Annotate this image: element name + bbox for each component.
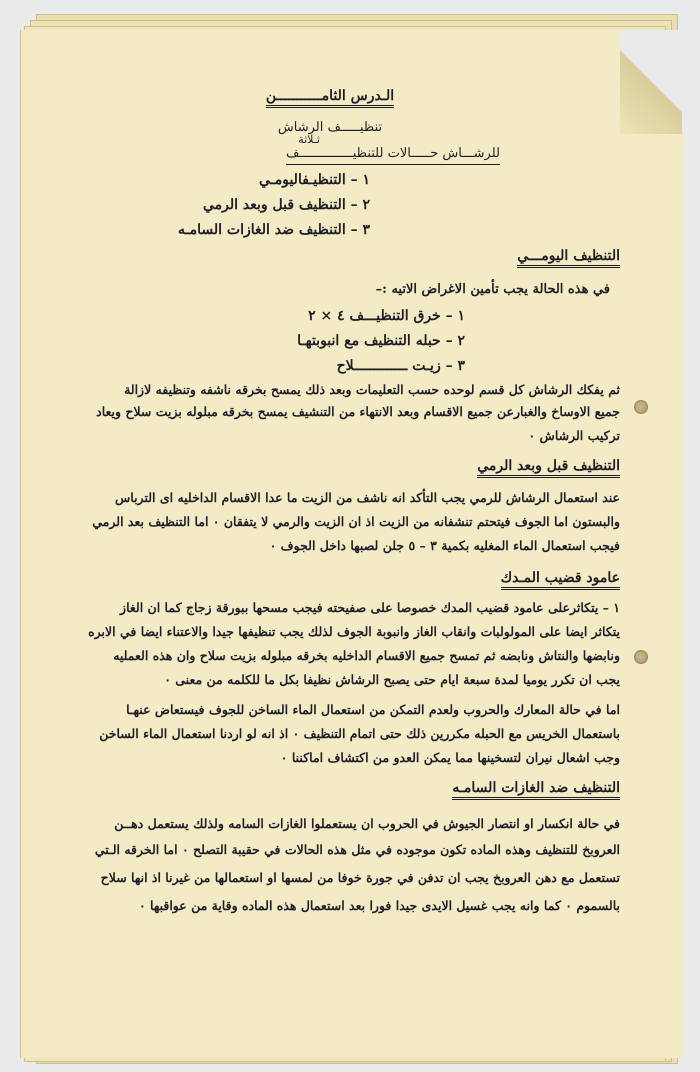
section-heading-gas: التنظيف ضد الغازات السامـه	[452, 780, 620, 800]
main-list-item: ٢ – التنظيف قبل وبعد الرمي	[202, 197, 370, 213]
subtitle: تنظيـــــف الرشاش	[277, 120, 383, 135]
paragraph-line: جميع الاوساخ والغبارعن جميع الاقسام وبعد الانتهاء من التنشيف يمسح بخرقه مبلوله بزيت سلاح ويعاد	[96, 404, 620, 419]
intro-line: للرشـــاش حـــــالات للتنظيــــــــــــــف	[286, 146, 500, 165]
punch-hole-icon	[634, 650, 648, 664]
subtitle-superscript: ثـلاثة	[298, 133, 320, 146]
paragraph-line: باستعمال الخريس مع الحبله مكررين ذلك حتى اتمام التنظيف ٠ اذ انه لو اردنا استعمال الماء الساخن	[99, 726, 620, 741]
paragraph-line: وجب اشعال نيران لتسخينها مما يمكن العدو من اكتشاف اماكننا ٠	[280, 750, 620, 765]
paragraph-line: ١ – يتكاثرعلى عامود قضيب المدك خصوصا على صفيحته فيجب مسحها ببورقة زجاج كما ان الغاز	[120, 600, 620, 615]
punch-hole-icon	[634, 400, 648, 414]
supply-item: ٣ – زيـت ـــــــــــــلاح	[336, 358, 465, 374]
paragraph-line: تستعمل مع دهن العروبخ يجب ان تدفن في جورة خوفا من لمسها او استعمالها من غيرنا اذ انها سلاح	[100, 870, 620, 885]
paragraph-line: في حالة انكسار او انتصار الجيوش في الحروب ان يستعملوا الغازات السامه ولذلك يستعمل دهــن	[114, 816, 620, 831]
main-list-item: ٣ – التنظيف ضد الغازات السامـه	[178, 222, 370, 238]
section1-intro: في هذه الحالة يجب تأمين الاغراض الاتيه :–	[375, 282, 610, 297]
folded-corner	[620, 30, 682, 134]
paragraph-line: والبستون اما الجوف فيتحتم تنشفانه من الزيت اذ ان الزيت والرمي لا يتفقان ٠ اما التنظيف بعد الرمي	[92, 514, 620, 529]
paragraph-line: يتكاثر ايضا على المولولبات وانقاب الغاز وانبوبة الجوف لذلك يجب تنظيفها جيدا والاعتناء ايضا في الابره	[88, 624, 620, 639]
page-title: الـدرس الثامـــــــــــن	[266, 88, 394, 108]
paragraph-line: بالسموم ٠ كما وانه يجب غسيل الايدى جيدا فورا بعد استعمال هذه الماده وقاية من عواقبها ٠	[138, 898, 620, 913]
paragraph-line: فيجب استعمال الماء المغليه بكمية ٣ – ٥ جلن لصبها داخل الجوف ٠	[269, 538, 620, 553]
paragraph-line: تركيب الرشاش ٠	[528, 428, 620, 443]
section-heading-rod: عامود قضيب المـدك	[501, 570, 620, 590]
supply-item: ٢ – حبله التنظيف مع انبوبتهـا	[297, 333, 465, 349]
section-heading-firing: التنظيف قبل وبعد الرمي	[477, 458, 620, 478]
section-heading-daily: التنظيف اليومـــي	[517, 248, 620, 268]
paragraph-line: عند استعمال الرشاش للرمي يجب التأكد انه ناشف من الزيت ما عدا الاقسام الداخليه اى الترباس	[115, 490, 620, 505]
supply-item: ١ – خرق التنظيـــف ٤ × ٢	[308, 308, 465, 324]
paragraph-line: اما في حالة المعارك والحروب ولعدم التمكن من استعمال الماء الساخن للجوف فيستعاض عنهـا	[126, 702, 620, 717]
main-list-item: ١ – التنظيـفاليومـي	[258, 172, 370, 188]
paragraph-line: يجب ان تكرر يوميا لمدة سبعة ايام حتى يصبح الرشاش نظيفا بكل ما للكلمه من معنى ٠	[164, 672, 620, 687]
paragraph-line: ونابضها والنتاش ونابضه ثم تمسح جميع الاقسام الداخليه بخرقه مبلوله بزيت سلاح وان هذه العمليه	[113, 648, 620, 663]
paragraph-line: ثم يفكك الرشاش كل قسم لوحده حسب التعليمات وبعد ذلك يمسح بخرقه ناشفه وتنظيفه لازالة	[124, 382, 620, 397]
paragraph-line: العروبخ للتنظيف وهذه الماده تكون موجوده في مثل هذه الحالات في حقيبة التصلح ٠ اما الخرقه الـتي	[94, 842, 620, 857]
